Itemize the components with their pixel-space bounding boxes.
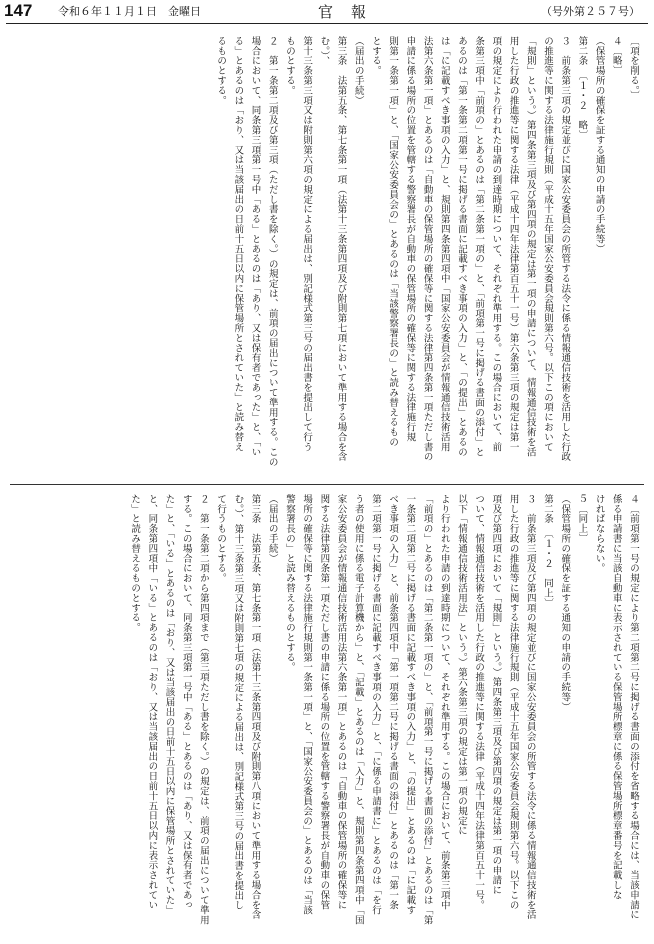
text-line: 第十三条第三項又は附則第六項の規定による届出は、別記様式第三号の届出書を提出して行う (301, 36, 313, 452)
text-line: 第三条 法第五条、第七条第一項（法第十三条第四項及び附則第七項において準用する場合を含む。）、 (318, 36, 347, 462)
text-line: 用した行政の推進等に関する法律（平成十四年法律第百五十一号）第六条第三項の規定は第一 (507, 36, 519, 452)
text-line: 項及び第四項において「規則」という。）第四条第三項及び第四項の規定は第一項の申請に (490, 494, 502, 896)
text-line: 項の規定により行われた申請の到達時期について、それぞれ準用する。この場合において、前 (490, 36, 502, 452)
header-rule (6, 23, 648, 24)
text-line: （保管場所の確保を証する通知の申請の手続等） (593, 36, 605, 254)
section-divider (10, 484, 644, 485)
text-line: ３ 前条第三項及び第四項の規定並びに国家公安委員会の所管する法令に係る情報通信技術を活 (524, 494, 536, 920)
text-line: （保管場所の確保を証する通知の申請の手続等） (559, 494, 571, 712)
text-line: ければならない。 (593, 494, 605, 574)
text-line: ４〔略〕 (610, 36, 622, 76)
text-line: 申請に係る場所の位置を管轄する警察署長が自動車の保管場所の確保等に関する法律施行規 (404, 36, 416, 442)
text-line: する。この場合において、同条第三項第一号中「ある」とあるのは「あり、又は保有者であっ (180, 494, 192, 910)
text-line: 「前項の」とあるのは「第二条第一項の」と、「前項第一号に掲げる書面の添付」とあるのは「第 (421, 494, 433, 925)
text-line: ものとする。 (283, 36, 295, 96)
text-line: 用した行政の推進等に関する法律施行規則（平成十五年国家公安委員会規則第六号。以下この (507, 494, 519, 910)
text-line: 則第一条第一項」と、「国家公安委員会の」とあるのは「当該警察署長の」と読み替えるもの (387, 36, 399, 448)
text-line: （届出の手続） (352, 36, 364, 106)
text-line: 係る申請書に当該自動車に表示されている保管場所標章に係る保管場所標章番号を記載しな (610, 494, 622, 900)
text-line: 第三条 法第五条、第七条第一項（法第十三条第四項及び附則第八項において準用する場合を含 (249, 494, 261, 920)
text-line: と、同条第四項中「いる」とあるのは「おり、又は当該届出の日前十五日以内に表示されてい (146, 494, 158, 910)
text-line: 第二条 〔１・２ 略〕 (576, 36, 588, 141)
text-line: う者の使用に係る電子計算機から」と、「記載」とあるのは「入力」と、規則第四条第四項中「国 (352, 494, 364, 925)
text-line: 第二条 〔１・２ 同上〕 (541, 494, 553, 609)
text-line: とする。 (369, 36, 381, 76)
text-line: 以下「情報通信技術活用法」という。）第六条第三項の規定は第一項の規定に (455, 494, 467, 836)
text-line: るものとする。 (215, 36, 227, 106)
text-line: 家公安委員会が情報通信技術活用法第六条第一項」とあるのは「自動車の保管場所の確保等に (335, 494, 347, 910)
text-line: ３ 前条第三項の規定並びに国家公安委員会の所管する法令に係る情報通信技術を活用した行政 (559, 36, 571, 462)
text-line: ２ 第一条第二項から第四項まで（第三項ただし書を除く。）の規定は、前項の届出について準用 (197, 494, 209, 925)
issue-date: 令和６年１１月１日 金曜日 (58, 5, 201, 18)
text-line: ４〔前項第一号の規定により第二項第二号に掲げる書面の添付を省略する場合には、当該申請に (628, 494, 639, 920)
text-line: ５〔同上〕 (576, 494, 588, 544)
text-line: 〔項を削る。〕 (628, 36, 639, 101)
gazette-title: 官報 (318, 3, 385, 21)
text-line: た」と、「いる」とあるのは「おり、又は当該届出の日前十五日以内に保管場所とされていた」 (163, 494, 175, 915)
text-line: る」とあるのは「おり、又は当該届出の日前十五日以内に保管場所とされていた」と読み替え (232, 36, 244, 452)
text-line: 警察署長の」と読み替えるものとする。 (283, 494, 295, 673)
text-line: べき事項の入力」と、前条第四項中「第一項第二号に掲げる書面の添付」とあるのは「第一条 (387, 494, 399, 910)
text-line: て行うものとする。 (215, 494, 227, 584)
text-line: 「規則」という。）第四条第三項及び第四項の規定は第一項の申請について、情報通信技術を活 (524, 36, 536, 457)
text-line: た」と読み替えるものとする。 (129, 494, 141, 633)
text-line: 場合において、同条第三項第一号中「ある」とあるのは「あり、又は保有者であった」と、「い (249, 36, 261, 457)
text-line: の推進等に関する法律施行規則（平成十五年国家公安委員会規則第六号。以下この項において (541, 36, 553, 452)
page-number: 147 (4, 1, 33, 20)
text-line: む。）、第十三条第三項又は附則第七項の規定による届出は、別記様式第三号の届出書を提出し (232, 494, 244, 911)
text-line: 一条第二項第二号に掲げる書面に記載すべき事項の入力」と、「の提出」とあるのは「に記載す (404, 494, 416, 915)
page-header (0, 0, 654, 22)
text-line: 第二項第一号に掲げる書面に記載すべき事項の入力」と、「に係る申請書に」とあるのは「を行 (369, 494, 381, 915)
issue-number: （号外第２５７号） (541, 5, 640, 18)
text-line: 場所の確保等に関する法律施行規則第一条第一項」と、「国家公安委員会の」とあるのは「当該 (301, 494, 313, 915)
text-line: ついて、情報通信技術を活用した行政の推進等に関する法律（平成十四年法律第百五十一号。 (473, 494, 485, 910)
text-line: ２ 第一条第二項及び第三項（ただし書を除く。）の規定は、前項の届出について準用する。この (266, 36, 278, 467)
text-line: は「に記載すべき事項の入力」と、規則第四条第四項中「国家公安委員会が情報通信技術活用 (438, 36, 450, 452)
text-line: より行われた申請の到達時期について、それぞれ準用する。この場合において、前条第三項中 (438, 494, 450, 910)
text-line: 関する法律第四条第一項ただし書の申請に係る場所の位置を管轄する警察署長が自動車の保管 (318, 494, 330, 910)
text-line: （届出の手続） (266, 494, 278, 564)
regulation-text-after-amendment (12, 36, 642, 476)
text-line: あるのは「第一条第二項第一号に掲げる書面に記載すべき事項の入力」と、「の提出」とあるの (455, 36, 467, 457)
text-line: 法第六条第一項」とあるのは「自動車の保管場所の確保等に関する法律第四条第一項ただし書の (421, 36, 433, 462)
regulation-text-before-amendment (12, 494, 642, 934)
text-line: 条第三項中「前項の」とあるのは「第二条第一項の」と、「前項第一号に掲げる書面の添付」と (473, 36, 485, 457)
